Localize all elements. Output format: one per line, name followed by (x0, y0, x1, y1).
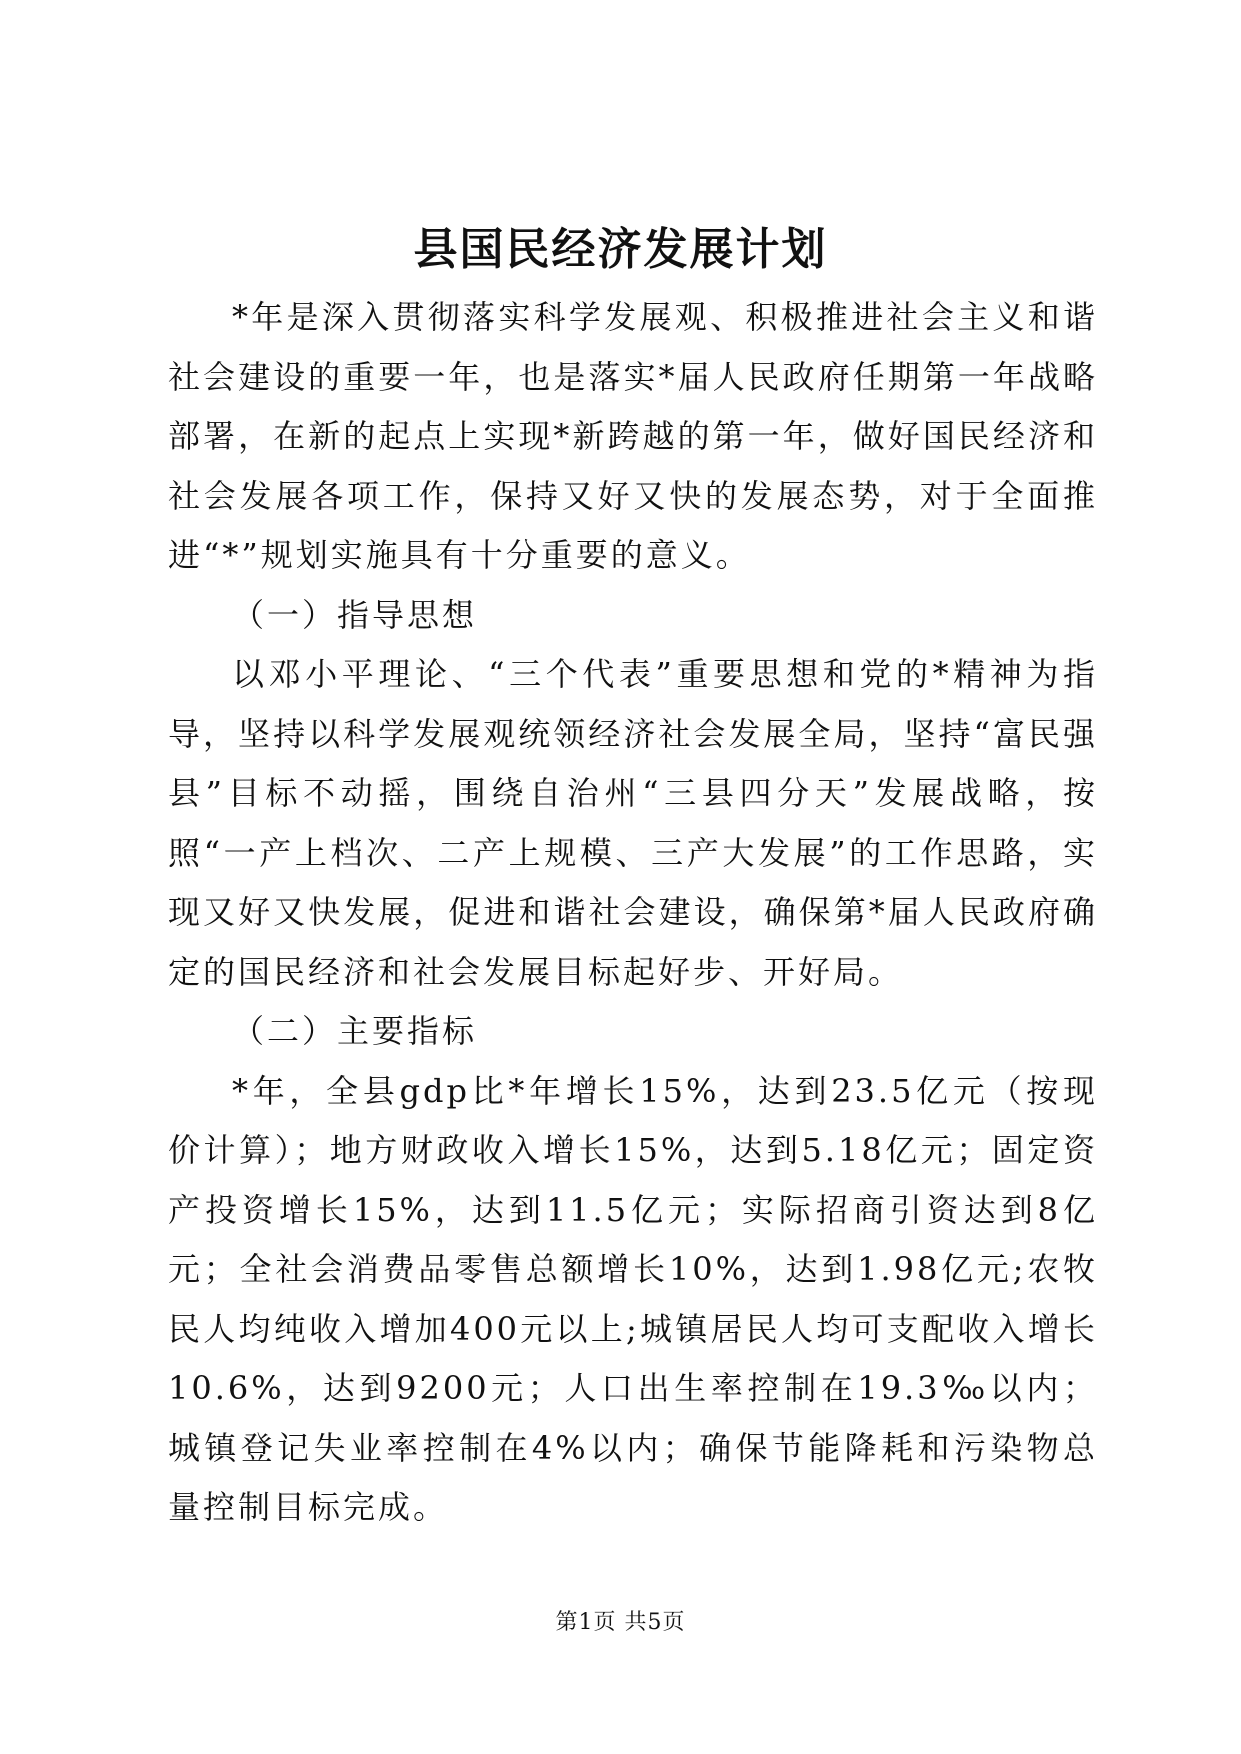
section-heading-guiding-ideology: （一）指导思想 (232, 595, 478, 634)
intro-paragraph: *年是深入贯彻落实科学发展观、积极推进社会主义和谐社会建设的重要一年，也是落实*届人民政府任期第一年战略部署，在新的起点上实现*新跨越的第一年，做好国民经济和社会发展各项工作，保持又好又快的发展态势，对于全面推进“*”规划实施具有十分重要的意义。 (168, 298, 1098, 574)
page-number-footer: 第1页 共5页 (555, 1610, 686, 1635)
document-body (168, 288, 1098, 1538)
main-indicators-paragraph: *年，全县gdp比*年增长15%，达到23.5亿元（按现价计算）；地方财政收入增长15%，达到5.18亿元；固定资产投资增长15%，达到11.5亿元；实际招商引资达到8亿元；全社会消费品零售总额增长10%，达到1.98亿元;农牧民人均纯收入增加400元以上;城镇居民人均可支配收入增长10.6%，达到9200元；人口出生率控制在19.3‰以内；城镇登记失业率控制在4%以内；确保节能降耗和污染物总量控制目标完成。 (168, 1071, 1098, 1526)
document-title: 县国民经济发展计划 (413, 224, 828, 275)
section-heading-main-indicators: （二）主要指标 (232, 1012, 478, 1050)
guiding-ideology-paragraph: 以邓小平理论、“三个代表”重要思想和党的*精神为指导，坚持以科学发展观统领经济社会发展全局，坚持“富民强县”目标不动摇，围绕自治州“三县四分天”发展战略，按照“一产上档次、二产上规模、三产大发展”的工作思路，实现又好又快发展，促进和谐社会建设，确保第*届人民政府确定的国民经济和社会发展目标起好步、开好局。 (168, 655, 1098, 991)
